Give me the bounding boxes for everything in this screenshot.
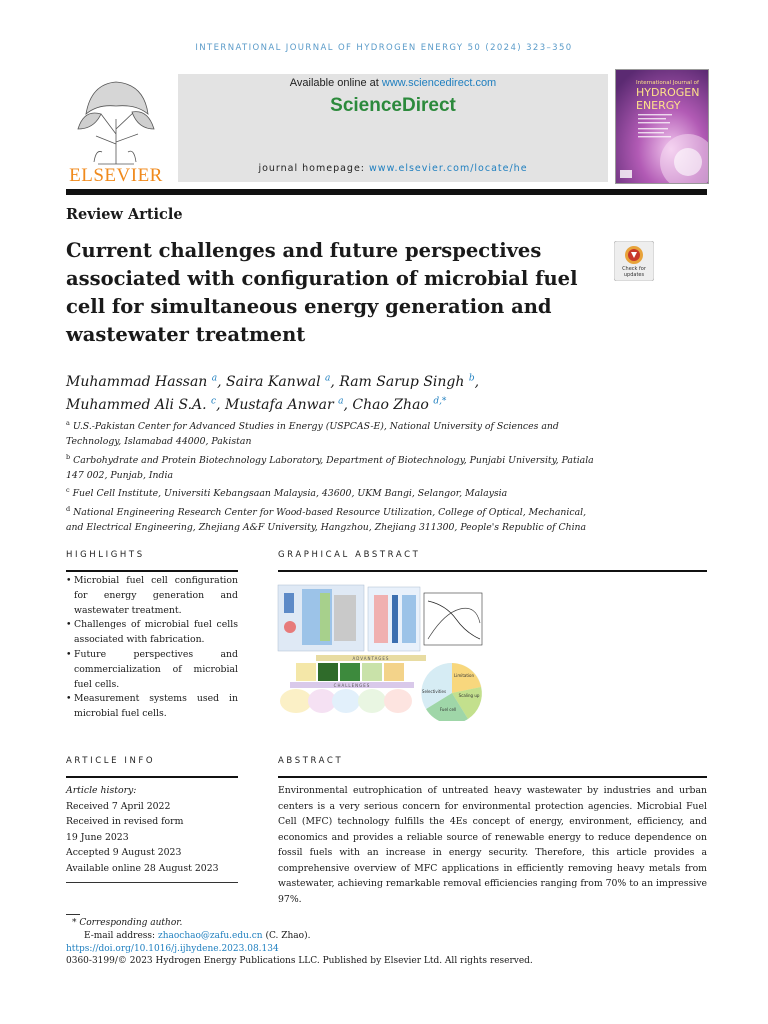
- author-list: [66, 368, 626, 415]
- available-online-line: [178, 77, 608, 89]
- copyright-line: 0360-3199/© 2023 Hydrogen Energy Publications LLC. Published by Elsevier Ltd. All rights reserved.: [66, 956, 533, 967]
- elsevier-wordmark: ELSEVIER: [69, 165, 163, 186]
- check-for-updates-badge[interactable]: [614, 241, 654, 281]
- author[interactable]: Chao Zhao $^{d,*}$: [352, 396, 447, 414]
- article-info-rule: [66, 776, 238, 778]
- journal-homepage-line: [178, 163, 608, 174]
- graphical-abstract-rule: [278, 570, 707, 572]
- history-line: Accepted 9 August 2023: [66, 847, 182, 858]
- doi-link[interactable]: https://doi.org/10.1016/j.ijhydene.2023.08.134: [66, 943, 279, 954]
- article-info-bottom-rule: [66, 882, 238, 883]
- author[interactable]: Muhammad Hassan $^a$,: [66, 373, 227, 390]
- cover-line-1: International Journal of: [636, 80, 699, 86]
- author[interactable]: Saira Kanwal $^a$,: [226, 373, 340, 390]
- author[interactable]: Ram Sarup Singh $^b$,: [339, 373, 480, 390]
- journal-homepage-link[interactable]: www.elsevier.com/locate/he: [369, 163, 528, 174]
- header-rule: [66, 189, 707, 195]
- article-history: [66, 783, 219, 876]
- author[interactable]: Muhammed Ali S.A. $^c$,: [66, 396, 225, 414]
- ga-circle-label: Fuel cell: [439, 707, 457, 712]
- article-title: Current challenges and future perspectives associated with configuration of microbial fuel cell for simultaneous energy generation and wastewater treatment: [66, 239, 578, 346]
- affiliation-item: $^a$ U.S.-Pakistan Center for Advanced Studies in Energy (USPCAS-E), National University of Sciences and Technology, Islamabad 44000, Pakistan: [66, 419, 559, 448]
- highlights-rule: [66, 570, 238, 572]
- footnote-rule: [66, 914, 80, 915]
- highlight-item: • Future perspectives and commercialization of microbial fuel cells.: [66, 648, 238, 692]
- journal-cover-image[interactable]: [615, 69, 709, 184]
- highlight-item: • Measurement systems used in microbial fuel cells.: [66, 692, 238, 722]
- author-affil-marker[interactable]: a: [325, 373, 331, 383]
- homepage-prefix: journal homepage:: [258, 163, 370, 174]
- journal-running-header: INTERNATIONAL JOURNAL OF HYDROGEN ENERGY 50 (2024) 323–350: [195, 43, 573, 53]
- affiliation-item: $^d$ National Engineering Research Center for Wood-based Resource Utilization, College of Optical, Mechanical, and Electrical Engineering, Zhejiang A&F University, Hangzhou, Zhejiang 311300, People's Republic of China: [66, 504, 587, 534]
- abstract-rule: [278, 776, 707, 778]
- footnotes: [66, 917, 533, 968]
- history-line: Available online 28 August 2023: [66, 862, 219, 874]
- graphical-abstract-figure[interactable]: [276, 583, 488, 721]
- article-info-heading: ARTICLE INFO: [66, 756, 156, 766]
- history-line: Received 7 April 2022: [66, 800, 171, 812]
- highlight-item: • Microbial fuel cell configuration for energy generation and wastewater treatment.: [66, 574, 238, 618]
- check-badge-line-2: updates: [623, 272, 645, 278]
- author-affil-marker[interactable]: a: [211, 373, 218, 383]
- author-affil-marker[interactable]: b: [468, 373, 475, 383]
- article-history-label: Article history:: [66, 785, 137, 796]
- sciencedirect-brand: ScienceDirect: [330, 95, 456, 116]
- cover-line-2: HYDROGEN: [636, 86, 700, 99]
- abstract-body: Environmental eutrophication of untreated heavy wastewater by industries and urban centers is a very serious concern for environmental protection agencies. Microbial Fuel Cell (MFC) technology fulfills the 4Es concept of energy, environment, efficiency, and economics and provides a reliable source of renewable energy to reduce dependence on fossil fuels with an increase in energy security. Therefore, this article provides a comprehensive overview of MFC applications in efficiently removing heavy metals from wastewater, achieving remarkable removal efficiencies ranging from 70% to an impressive 97%.: [278, 785, 707, 905]
- affiliation-item: $^b$ Carbohydrate and Protein Biotechnology Laboratory, Department of Biotechnology, Punjabi University, Patiala 147 002, Punjab, India: [66, 452, 594, 482]
- highlights-heading: HIGHLIGHTS: [66, 550, 145, 560]
- sciencedirect-link[interactable]: www.sciencedirect.com: [381, 77, 497, 89]
- email-line: E-mail address: zhaochao@zafu.edu.cn (C. Zhao).: [84, 930, 311, 941]
- affiliation-item: $^c$ Fuel Cell Institute, Universiti Kebangsaan Malaysia, 43600, UKM Bangi, Selangor, Malaysia: [66, 486, 508, 500]
- check-badge-line-1: Check for: [622, 266, 646, 272]
- author-affil-marker[interactable]: d,*: [433, 396, 447, 407]
- doi-line: [66, 943, 533, 956]
- ga-circle-label: Selectivities: [421, 689, 447, 694]
- author[interactable]: Mustafa Anwar $^a$,: [225, 396, 353, 414]
- cover-line-3: ENERGY: [636, 99, 681, 112]
- article-type: Review Article: [66, 206, 183, 223]
- abstract-heading: ABSTRACT: [278, 756, 344, 766]
- author-affil-marker[interactable]: a: [338, 396, 344, 407]
- ga-advantages-label: ADVANTAGES: [352, 656, 390, 661]
- graphical-abstract-heading: GRAPHICAL ABSTRACT: [278, 550, 421, 560]
- available-prefix: Available online at: [289, 77, 382, 89]
- highlights-list: [66, 574, 238, 722]
- affiliations: [66, 416, 606, 535]
- author-affil-marker[interactable]: c: [211, 396, 217, 407]
- highlight-item: • Challenges of microbial fuel cells associated with fabrication.: [66, 618, 238, 648]
- ga-challenges-label: CHALLENGES: [333, 683, 371, 688]
- history-line: 19 June 2023: [66, 831, 129, 843]
- author-email-link[interactable]: zhaochao@zafu.edu.cn: [157, 930, 263, 941]
- history-line: Received in revised form: [66, 816, 184, 827]
- ga-circle-label: Scaling up: [458, 693, 480, 698]
- corresponding-author-note: * Corresponding author.: [72, 918, 183, 928]
- ga-circle-label: Limitation: [453, 673, 475, 678]
